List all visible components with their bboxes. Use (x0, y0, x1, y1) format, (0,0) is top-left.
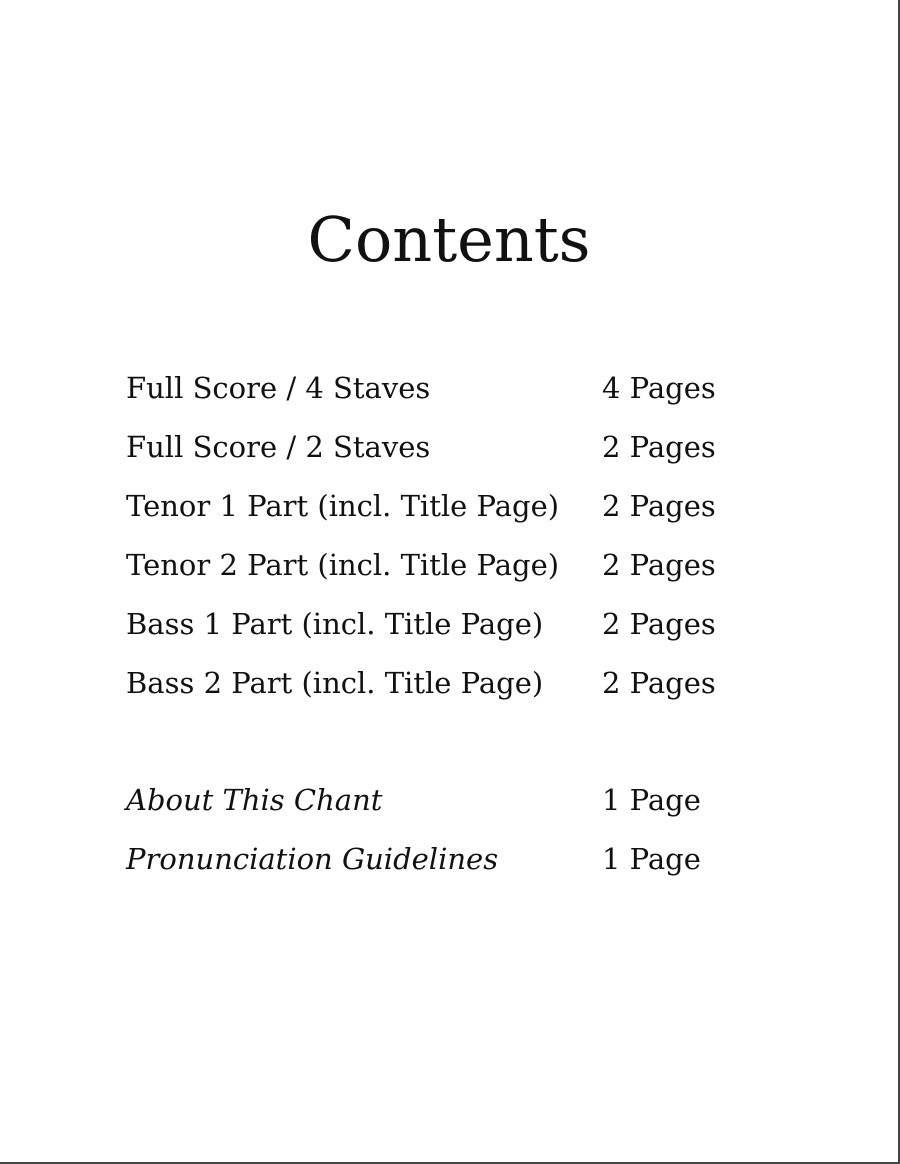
page-title: Contents (307, 203, 591, 276)
toc-entry-page-count: 2 Pages (602, 607, 716, 641)
toc-entry-page-count: 2 Pages (602, 489, 716, 523)
toc-entry-bass-1-part (126, 602, 806, 646)
toc-entry-label: Tenor 2 Part (incl. Title Page) (126, 548, 560, 582)
toc-entry-bass-2-part (126, 661, 806, 705)
toc-entry-full-score-4-staves (126, 366, 806, 410)
toc-entry-label: Bass 1 Part (incl. Title Page) (126, 607, 544, 641)
toc-entry-label: Bass 2 Part (incl. Title Page) (126, 666, 544, 700)
toc-entry-label: Pronunciation Guidelines (126, 842, 499, 876)
toc-entry-page-count: 2 Pages (602, 430, 716, 464)
toc-entry-about-this-chant (126, 778, 806, 822)
toc-entry-label: Full Score / 2 Staves (126, 430, 431, 464)
toc-entry-label: Tenor 1 Part (incl. Title Page) (126, 489, 560, 523)
toc-entry-page-count: 1 Page (602, 842, 701, 876)
toc-entry-page-count: 2 Pages (602, 548, 716, 582)
toc-entry-tenor-2-part (126, 543, 806, 587)
toc-entry-label: About This Chant (126, 783, 383, 817)
toc-entry-page-count: 1 Page (602, 783, 701, 817)
toc-entry-page-count: 4 Pages (602, 371, 716, 405)
toc-entry-page-count: 2 Pages (602, 666, 716, 700)
toc-entry-label: Full Score / 4 Staves (126, 371, 431, 405)
toc-entry-tenor-1-part (126, 484, 806, 528)
toc-entry-full-score-2-staves (126, 425, 806, 469)
toc-entry-pronunciation-guidelines (126, 837, 806, 881)
